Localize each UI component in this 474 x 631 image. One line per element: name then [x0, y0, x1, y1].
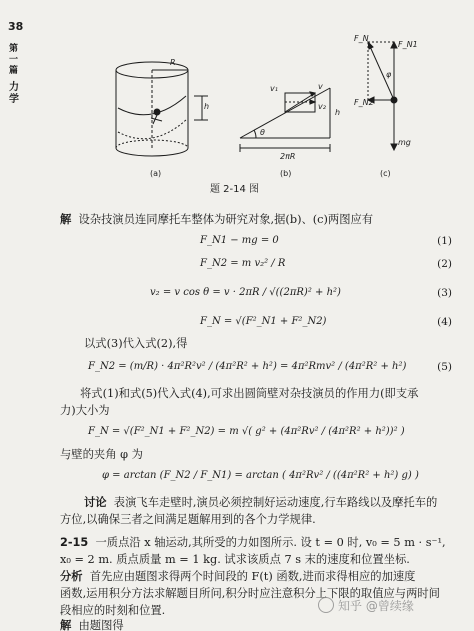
equation-1-number: (1) [437, 235, 452, 247]
answer-line [60, 617, 124, 631]
label-h-incline: h [335, 108, 341, 117]
substitution-text: 以式(3)代入式(2),得 [84, 337, 188, 350]
label-h: h [204, 102, 210, 111]
answer-label: 解 [60, 619, 72, 631]
problem-text-1: 一质点沿 x 轴运动,其所受的力如图所示. 设 t = 0 时, v₀ = 5 m · s⁻¹, [95, 536, 446, 549]
equation-1: F_N1 − mg = 0 [200, 235, 279, 246]
watermark: 知乎 @曾续缘 [338, 599, 414, 613]
analysis-label: 分析 [60, 570, 83, 583]
problem-line-2: x₀ = 2 m. 质点质量 m = 1 kg. 试求该质点 7 s 末的速度和位置坐标. [60, 553, 410, 566]
equation-3-number: (3) [437, 287, 452, 299]
label-a: (a) [150, 169, 162, 178]
label-phi: φ [386, 70, 392, 79]
analysis-line-3: 段相应的时刻和位置. [60, 604, 166, 617]
cylinder-diagram [116, 62, 208, 156]
answer-text: 由题图得 [78, 619, 124, 631]
label-FN2: F_N2 [354, 98, 374, 107]
label-v: v [318, 82, 323, 91]
paragraph-2-line-1: 将式(1)和式(5)代入式(4),可求出圆筒壁对杂技演员的作用力(即支承 [80, 387, 419, 400]
figure-caption: 题 2-14 图 [210, 184, 260, 195]
label-v2: v₂ [318, 102, 326, 111]
equation-6: F_N = √(F²_N1 + F²_N2) = m √( g² + (4π²Rv² / (4π²R² + h²))² ) [88, 426, 405, 437]
analysis-line-2: 函数,运用积分方法求解题目所问,积分时应注意积分上下限的取值应与两时间 [60, 587, 440, 600]
label-c: (c) [380, 169, 391, 178]
solution-intro-text: 设杂技演员连同摩托车整体为研究对象,据(b)、(c)两图应有 [78, 213, 374, 226]
label-v1: v₁ [270, 84, 278, 93]
label-mg: mg [398, 138, 411, 147]
equation-3: v₂ = v cos θ = v · 2πR / √((2πR)² + h²) [150, 287, 341, 298]
figure-drawing [90, 30, 440, 180]
label-FN1: F_N1 [398, 40, 418, 49]
watermark-logo-icon [318, 597, 334, 613]
equation-2-number: (2) [437, 258, 452, 270]
label-theta: θ [260, 128, 265, 137]
solution-label: 解 [60, 213, 72, 226]
chapter-name: 力学 [9, 82, 19, 105]
chapter-label: 第一篇 [9, 44, 19, 76]
discussion-line-1 [84, 494, 437, 510]
discussion-text-1: 表演飞车走壁时,演员必须控制好运动速度,行车路线以及摩托车的 [113, 496, 438, 509]
equation-4-number: (4) [437, 316, 452, 328]
label-FN: F_N [354, 34, 369, 43]
analysis-text-1: 首先应由题图求得两个时间段的 F(t) 函数,进而求得相应的加速度 [89, 570, 416, 583]
solution-intro [60, 211, 373, 227]
label-2piR: 2πR [280, 152, 296, 161]
equation-2: F_N2 = m v₂² / R [200, 258, 286, 269]
problem-figure [90, 30, 440, 180]
label-b: (b) [280, 169, 292, 178]
discussion-line-2: 方位,以确保三者之间满足题解用到的各个力学规律. [60, 513, 316, 526]
force-diagram [368, 42, 397, 150]
equation-5: F_N2 = (m/R) · 4π²R²v² / (4π²R² + h²) = 4π²Rmv² / (4π²R² + h²) [88, 361, 407, 372]
discussion-label: 讨论 [84, 496, 107, 509]
angle-text: 与壁的夹角 φ 为 [60, 448, 143, 461]
equation-5-number: (5) [437, 361, 452, 373]
equation-4: F_N = √(F²_N1 + F²_N2) [200, 316, 327, 327]
problem-number: 2-15 [60, 536, 89, 549]
incline-diagram [240, 88, 330, 152]
label-R: R [170, 58, 176, 67]
equation-7: φ = arctan (F_N2 / F_N1) = arctan ( 4π²Rv² / ((4π²R² + h²) g) ) [102, 470, 419, 481]
paragraph-2-line-2: 力)大小为 [60, 404, 110, 417]
analysis-line-1 [60, 568, 415, 584]
page-number: 38 [8, 20, 24, 33]
problem-line-1 [60, 534, 446, 550]
